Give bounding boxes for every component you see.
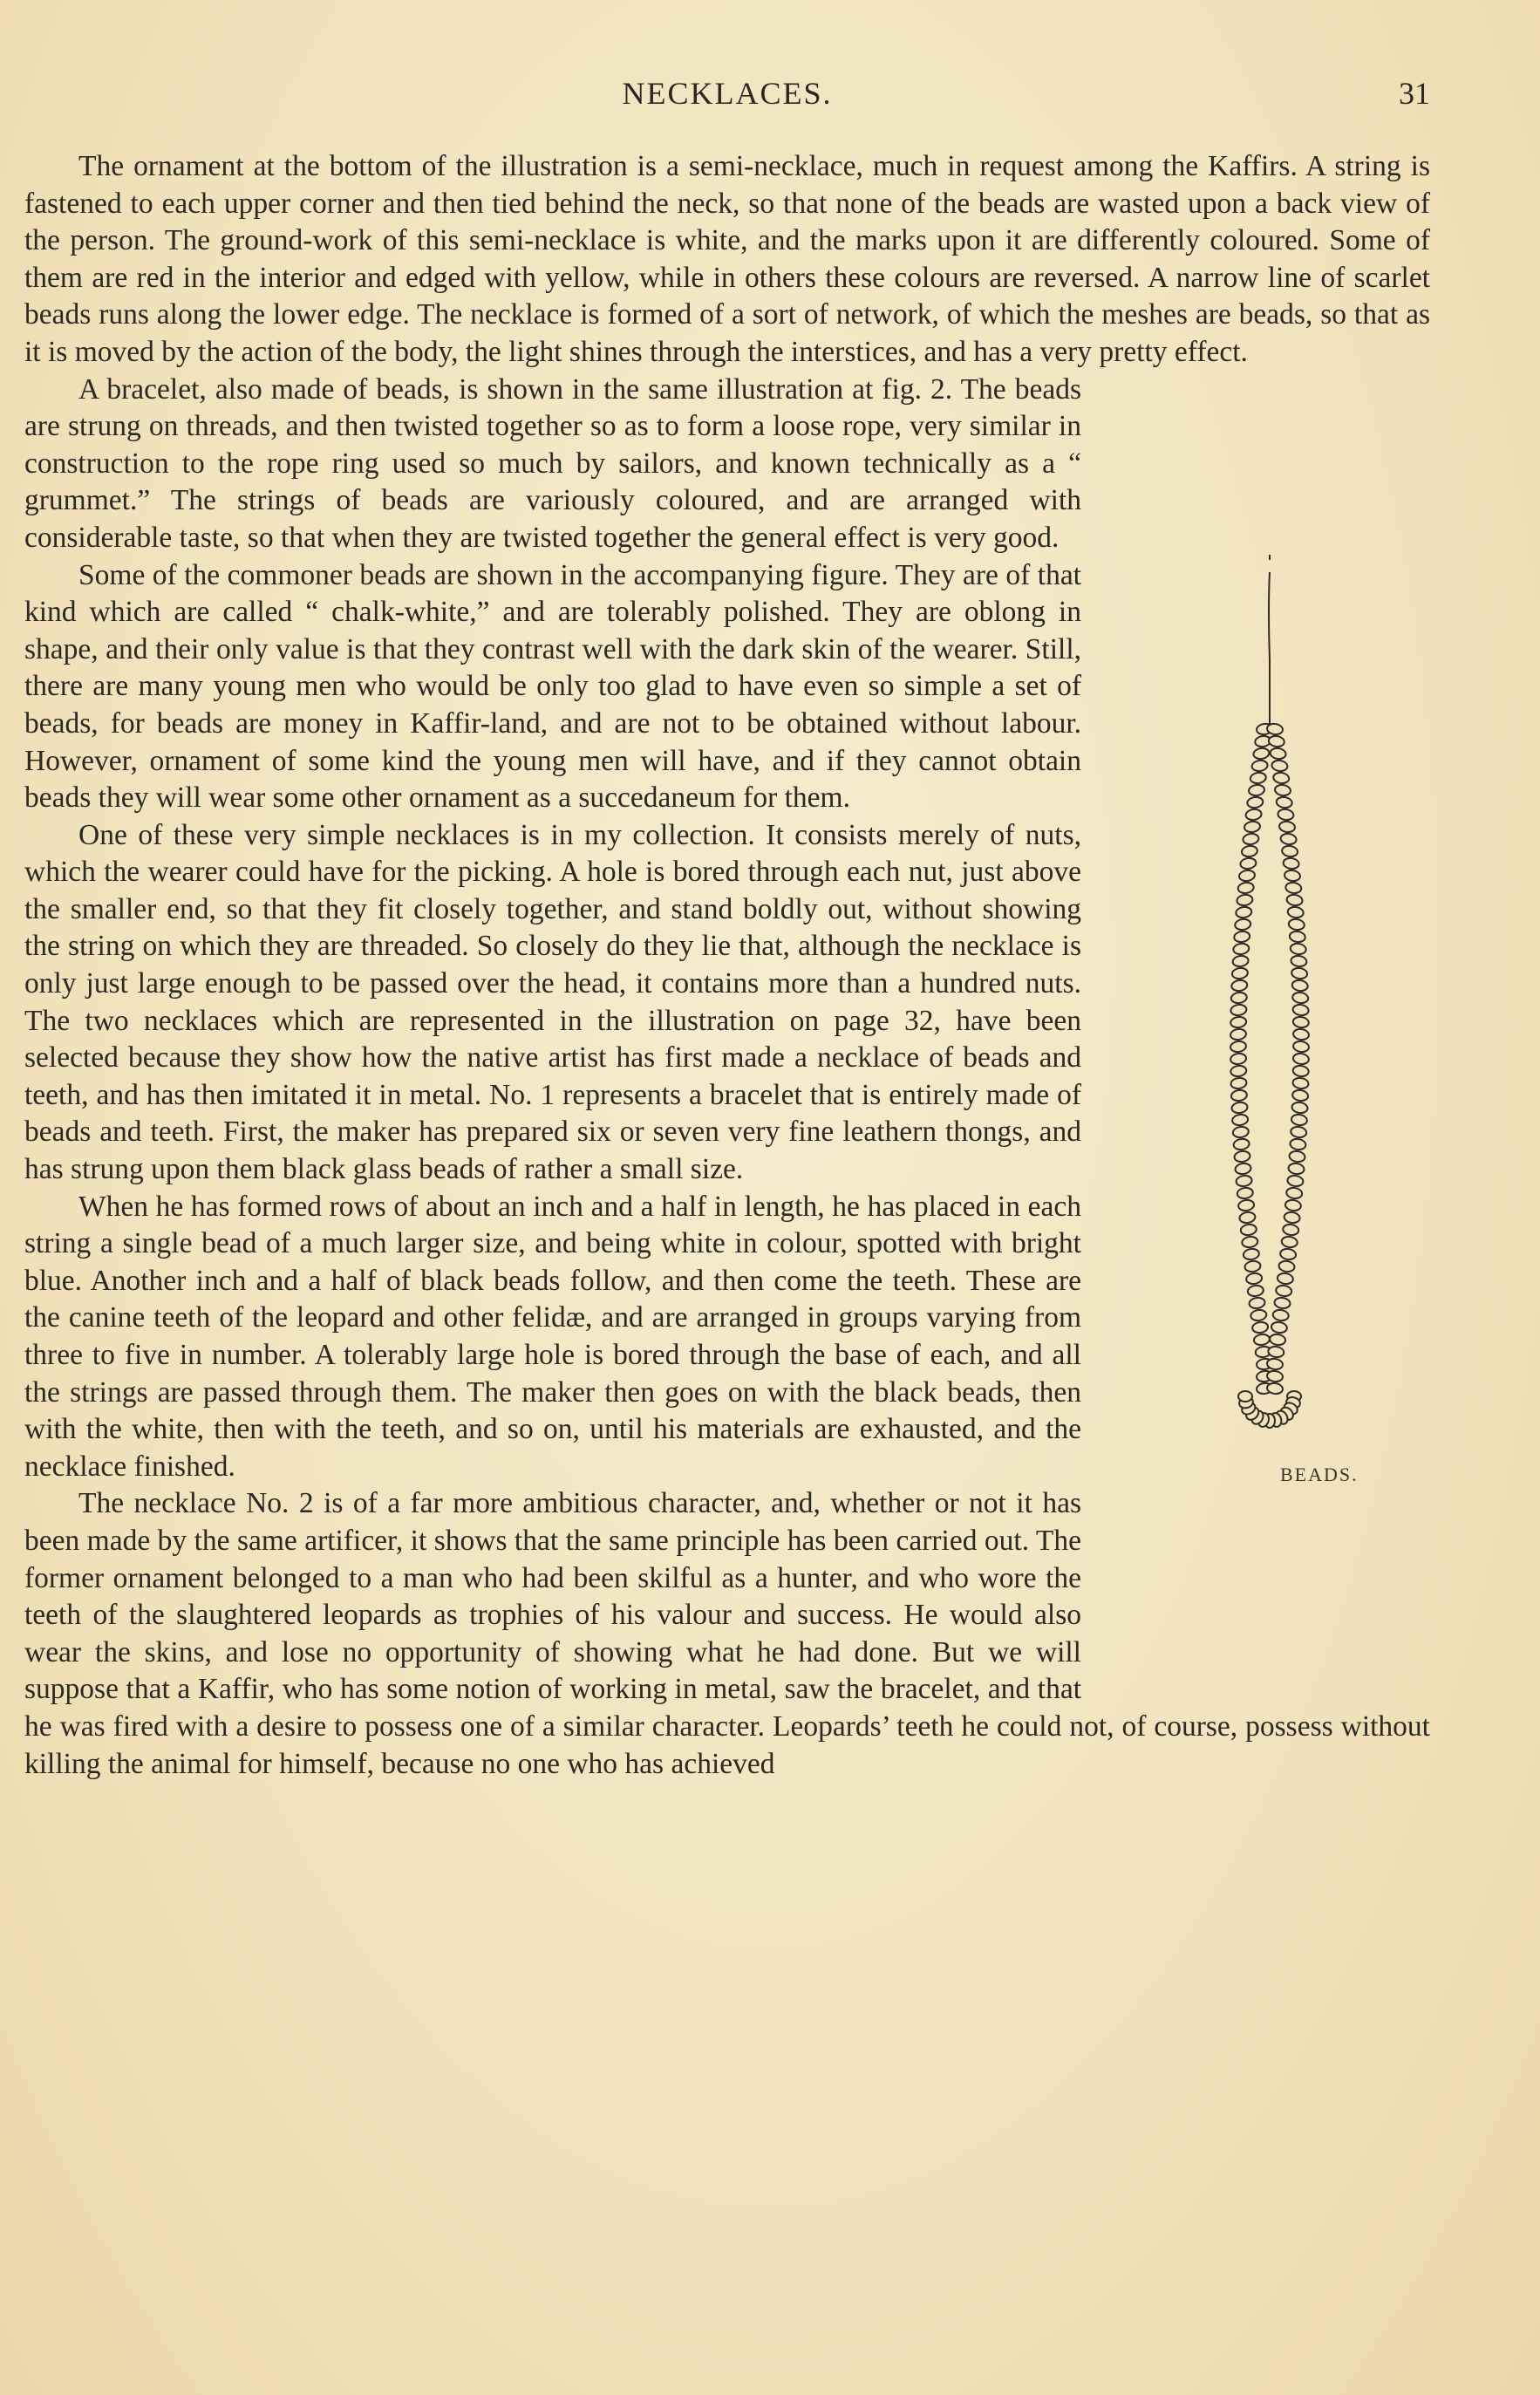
bead-necklace-illustration — [1212, 555, 1334, 1462]
running-title: NECKLACES. — [622, 76, 833, 111]
body-text — [24, 148, 1430, 1783]
beads-figure — [1134, 555, 1430, 1706]
paragraph-nut-necklace: One of these very simple necklaces is in my collection. It consists merely of nuts, which the wearer could have for the picking. A hole is bored through each nut, just above the smaller end, so that they fit closely together, and stand boldly out, without showing the string on which they are threaded. So closely do they lie that, although the necklace is only just large enough to be passed over the head, it contains more than a hundred nuts. The two necklaces which are represented in the illustration on page 32, have been selected because they show how the native artist has first made a necklace of beads and teeth, and has then imitated it in metal. No. 1 represents a bracelet that is entirely made of beads and teeth. First, the maker has prepared six or seven very fine leathern thongs, and has strung upon them black glass beads of rather a small size. — [24, 818, 1081, 1186]
paragraph-necklace-no2: The necklace No. 2 is of a far more ambitious character, and, whether or not it has been made by the same artificer, it shows that the same principle has been carried out. The former ornament belonged to a man who had been skilful as a hunter, and who wore the teeth of the slaughtered leopards as trophies of his valour and success. He would also wear the skins, and lose no opportunity of showing what he had done. But we will suppose that a Kaffir, who has some notion of working in metal, saw the bracelet, and that he was fired with a desire to possess one of a similar character. Leopards’ teeth he could not, of course, possess without killing the animal for himself, because no one who has achieved — [24, 1487, 1430, 1780]
paragraph-semi-necklace: The ornament at the bottom of the illustration is a semi-necklace, much in request among the Kaffirs. A string is fastened to each upper corner and then tied behind the neck, so that none of the beads are wasted upon a back view of the person. The ground-work of this semi-necklace is white, and the marks upon it are differently coloured. Some of them are red in the interior and edged with yellow, while in others these colours are reversed. A narrow line of scarlet beads runs along the lower edge. The necklace is formed of a sort of network, of which the meshes are beads, so that as it is moved by the action of the body, the light shines through the interstices, and has a very pretty effect. — [24, 150, 1430, 368]
paragraph-bracelet: A bracelet, also made of beads, is shown in the same illustration at fig. 2. The beads are strung on threads, and then twisted together so as to form a loose rope, very similar in construction to the rope ring used so much by sailors, and known technically as a “ grummet.” The strings of beads are variously coloured, and are arranged with considerable taste, so that when they are twisted together the general effect is very good. — [24, 372, 1081, 554]
paragraph-common-beads: Some of the commoner beads are shown in the accompanying figure. They are of that kind which are called “ chalk-white,” and are tolerably polished. They are oblong in shape, and their only value is that they contrast well with the dark skin of the wearer. Still, there are many young men who would be only too glad to have even so simple a set of beads, for beads are money in Kaffir-land, and are not to be obtained without labour. However, ornament of some kind the young men will have, and if they cannot obtain beads they will wear some other ornament as a succedaneum for them. — [24, 558, 1081, 815]
figure-caption: BEADS. — [1280, 1463, 1359, 1485]
paragraph-teeth-strings: When he has formed rows of about an inch and a half in length, he has placed in each string a single bead of a much larger size, and being white in colour, spotted with bright blue. Another inch and a half of black beads follow, and then come the teeth. These are the canine teeth of the leopard and other felidæ, and are arranged in groups varying from three to five in number. A tolerably large hole is bored through the base of each, and all the strings are passed through them. The maker then goes on with the black beads, then with the white, then with the teeth, and so on, until his materials are exhausted, and the necklace finished. — [24, 1190, 1081, 1483]
page-header — [24, 72, 1430, 115]
page-number: 31 — [1399, 76, 1430, 111]
